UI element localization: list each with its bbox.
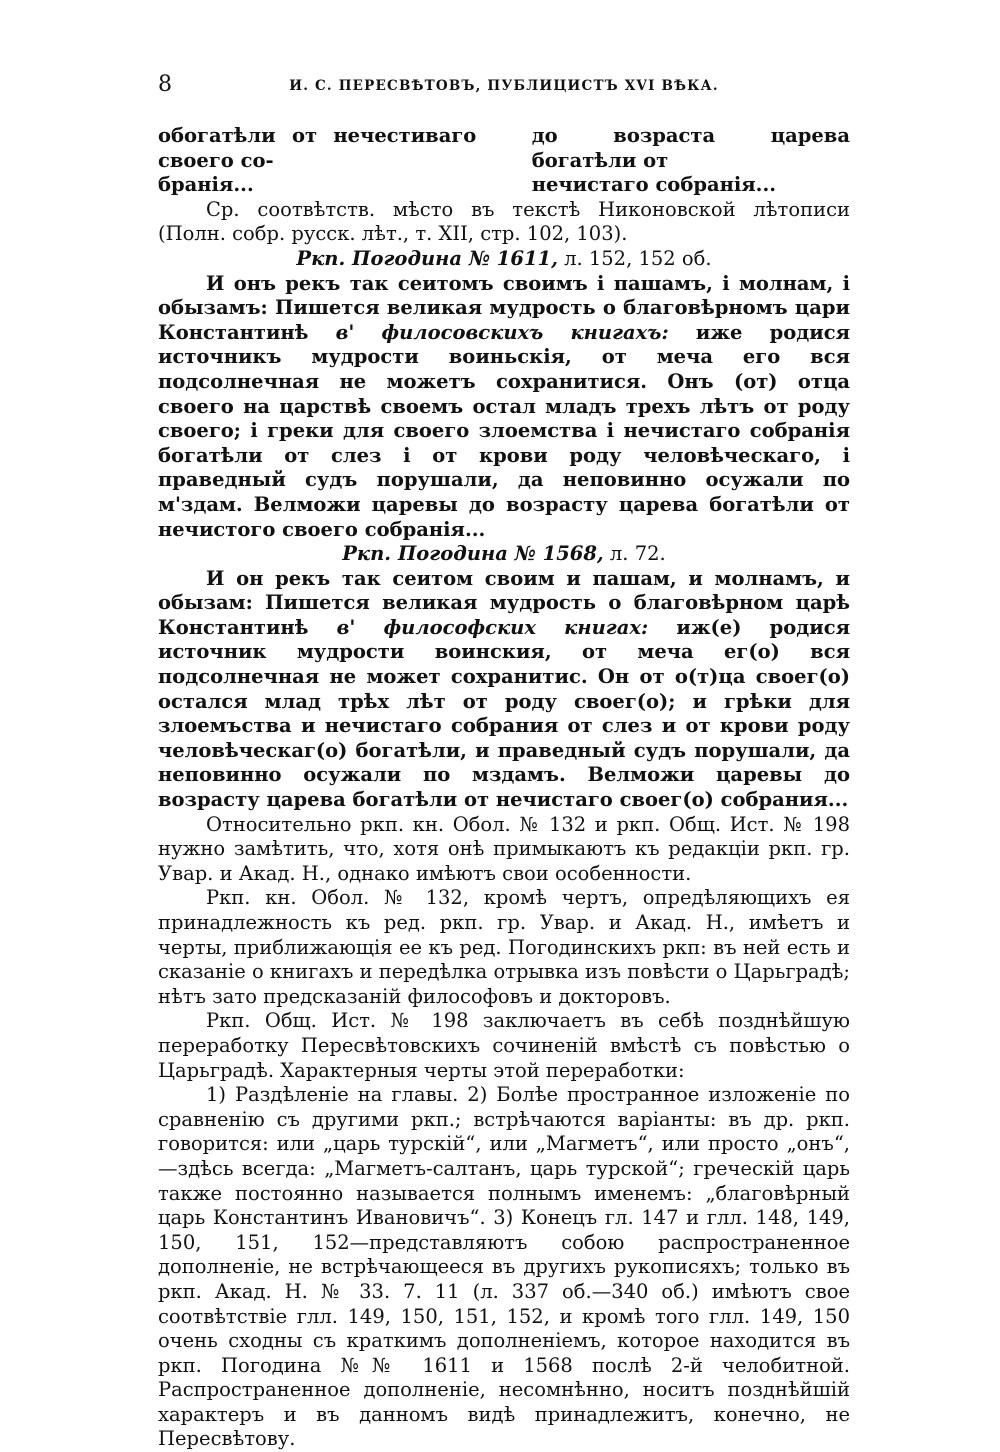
paragraph-obolensky: Ркп. кн. Обол. № 132, кромѣ чертъ, опредѣляющихъ ея принадлежность къ ред. ркп. гр. Увар. и Акад. Н., имѣетъ и черты, приближающія ее къ ред. Погодинскихъ ркп: въ ней есть и сказаніе о книгахъ и передѣлка отрывка изъ повѣсти о Царьградѣ; нѣтъ зато предсказаній философовъ и докторовъ. [158, 886, 850, 1008]
source-manuscript: Ркп. Погодина № 1568, [342, 542, 604, 566]
source-caption [158, 542, 850, 567]
paragraph-obshch-ist: Ркп. Общ. Ист. № 198 заключаетъ въ себѣ позднѣйшую переработку Пересвѣтовскихъ сочиненій вмѣстѣ съ повѣстью о Царьградѣ. Характерныя черты этой переработки: [158, 1009, 850, 1082]
paragraph-nikon-reference: Ср. соотвѣтств. мѣсто въ текстѣ Никоновской лѣтописи (Полн. собр. русск. лѣт., т. XII, стр. 102, 103). [158, 197, 850, 246]
left-column-line: бранія... [158, 173, 254, 197]
paragraph-features-list: 1) Раздѣленіе на главы. 2) Болѣе пространное изложеніе по сравненію съ другими ркп.; встрѣчаются варіанты: въ др. ркп. говорится: или „царь турскій“, или „Магметъ“, или просто „онъ“,—здѣсь всегда: „Магметъ-салтанъ, царь турской“; греческій царь также постоянно называется полнымъ именемъ: „благовѣрный царь Константинъ Ивановичъ“. 3) Конецъ гл. 147 и глл. 148, 149, 150, 151, 152—представляютъ собою распространенное дополненіе, не встрѣчающееся въ другихъ рукописяхъ; только въ ркп. Акад. Н. № 33. 7. 11 (л. 337 об.—340 об.) имѣютъ свое соотвѣтствіе глл. 149, 150, 151, 152, и кромѣ того глл. 149, 150 очень сходны съ краткимъ дополненіемъ, которое находится въ ркп. Погодина №№ 1611 и 1568 послѣ 2-й челобитной. Распространенное дополненіе, несомнѣнно, носитъ позднѣйшій характеръ и въ данномъ видѣ принадлежитъ, конечно, не Пересвѣтову. [158, 1083, 850, 1451]
right-column-line: нечистаго собранія... [531, 173, 777, 197]
parallel-columns [158, 124, 850, 198]
page-body [158, 124, 850, 1452]
page-number: 8 [158, 72, 172, 97]
source-leaves: л. 72. [609, 542, 666, 566]
quote-emphasis: в' филосовскихъ книгахъ: [335, 320, 669, 344]
running-title: И. С. ПЕРЕСВѢТОВЪ, ПУБЛИЦИСТЪ XVI ВѢКА. [289, 78, 719, 94]
quote-emphasis: в' философских книгах: [336, 615, 649, 639]
page-header [158, 72, 850, 108]
right-column-line: до возраста царева богатѣли от [531, 124, 850, 172]
right-column [532, 124, 850, 198]
source-manuscript: Ркп. Погодина № 1611, [296, 246, 558, 270]
quote-text: И онъ рекъ так сеитомъ своимъ і пашамъ, і молнам, і обызамъ: Пишется великая мудрость о благовѣрномъ цари Константинѣ [158, 271, 850, 344]
left-column-line: обогатѣли от нечестиваго своего со- [158, 124, 477, 172]
source-caption [158, 247, 850, 272]
source-leaves: л. 152, 152 об. [564, 246, 712, 270]
quote-text: И он рекъ так сеитом своим и пашам, и молнамъ, и обызам: Пишется великая мудрость о благовѣрном царѣ Константинѣ [158, 566, 850, 639]
paragraph-manuscripts-note: Относительно ркп. кн. Обол. № 132 и ркп. Общ. Ист. № 198 нужно замѣтить, что, хотя онѣ примыкаютъ къ редакціи ркп. гр. Увар. и Акад. Н., однако имѣютъ свои особенности. [158, 812, 850, 885]
paragraph-quote-1611 [158, 272, 850, 543]
paragraph-quote-1568 [158, 567, 850, 813]
quote-text: иже родися источникъ мудрости воиньскія, от меча его вся подсолнечная не можетъ сохранитися. Онъ (от) отца своего на царствѣ своемъ остал младъ трехъ лѣтъ от роду своего; і греки для своего злоемства і нечистаго собранія богатѣли от слез і от крови роду человѣческаго, і праведный судъ порушали, да неповинно осужали по м'здам. Велможи царевы до возрасту царева богатѣли от нечистого своего собранія... [158, 320, 850, 541]
left-column [158, 124, 476, 198]
quote-text: иж(е) родися источник мудрости воинския, от меча ег(о) вся подсолнечная не может сохранитис. Он от о(т)ца своег(о) остался млад трѣх лѣт от роду своег(о); и грѣки для злоемъства и нечистаго собрания от слез и от крови роду человѣческаг(о) богатѣли, и праведный судъ порушали, да неповинно осужали по мздамъ. Велможи царевы до возрасту царева богатѣли от нечистаго своег(о) собрания... [158, 615, 850, 812]
